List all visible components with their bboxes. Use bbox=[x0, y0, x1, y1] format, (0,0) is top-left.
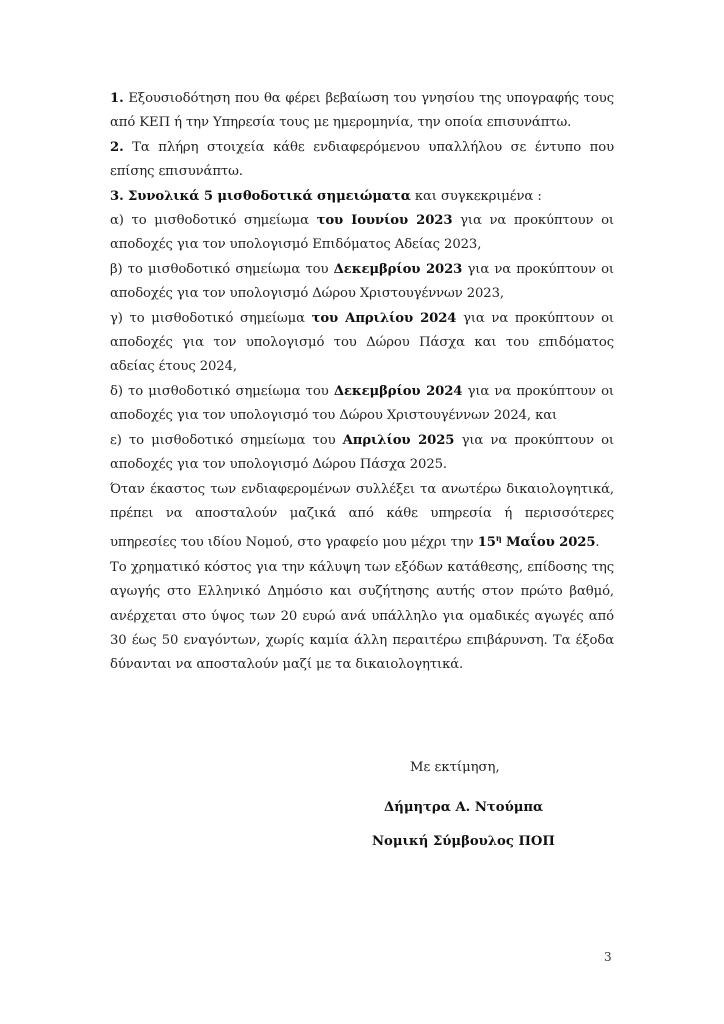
sub-item-c-post: για να προκύπτουν οι αποδοχές για τον υπολογισμό του Δώρου Πάσχα και του επιδόματος αδείας έτους 2024, bbox=[110, 310, 614, 375]
deadline-month-year: Μαΐου 2025 bbox=[501, 535, 596, 551]
item-1 bbox=[110, 87, 614, 136]
paragraph-deadline bbox=[110, 478, 614, 556]
item-3 bbox=[110, 185, 614, 209]
closing-salutation: Με εκτίμηση, bbox=[410, 760, 500, 775]
sub-item-e bbox=[110, 429, 614, 478]
item-1-number: 1. bbox=[110, 91, 124, 106]
sub-item-c bbox=[110, 307, 614, 380]
sub-item-c-bold: του Απριλίου 2024 bbox=[311, 310, 457, 326]
sub-item-b-bold: Δεκεμβρίου 2023 bbox=[333, 261, 463, 277]
item-2-number: 2. bbox=[110, 139, 124, 155]
sub-item-e-post: για να προκύπτουν οι αποδοχές για τον υπολογισμό Δώρου Πάσχα 2025. bbox=[110, 432, 614, 473]
signer-title: Νομική Σύμβουλος ΠΟΠ bbox=[372, 834, 555, 849]
sub-item-d-pre: δ) το μισθοδοτικό σημείωμα του bbox=[110, 383, 334, 399]
sub-item-e-pre: ε) το μισθοδοτικό σημείωμα του bbox=[110, 432, 343, 448]
sub-item-e-bold: Απριλίου 2025 bbox=[342, 432, 455, 448]
sub-item-d-bold: Δεκεμβρίου 2024 bbox=[333, 383, 463, 399]
item-1-text: Εξουσιοδότηση που θα φέρει βεβαίωση του γνησίου της υπογραφής τους από ΚΕΠ ή την Υπηρεσία τους με ημερομηνία, την οποία επισυνάπτω. bbox=[110, 91, 614, 131]
item-2-text: Τα πλήρη στοιχεία κάθε ενδιαφερόμενου υπαλλήλου σε έντυπο που επίσης επισυνάπτω. bbox=[110, 139, 614, 180]
item-2 bbox=[110, 136, 614, 185]
sub-item-a bbox=[110, 209, 614, 258]
paragraph-cost: Το χρηματικό κόστος για την κάλυψη των εξόδων κατάθεσης, επίδοσης της αγωγής στο Ελληνικό Δημόσιο και συζήτησης αυτής στον πρώτο βαθμό, ανέρχεται στο ύψος των 20 ευρώ ανά υπάλληλο για ομαδικές αγωγές από 30 έως 50 εναγόντων, χωρίς καμία άλλη περαιτέρω επιβάρυνση. Τα έξοδα δύνανται να αποσταλούν μαζί με τα δικαιολογητικά. bbox=[110, 559, 614, 673]
deadline-day-suffix: η bbox=[495, 533, 502, 544]
sub-item-b-pre: β) το μισθοδοτικό σημείωμα του bbox=[110, 261, 334, 277]
sub-item-a-bold: του Ιουνίου 2023 bbox=[316, 213, 453, 229]
sub-item-a-pre: α) το μισθοδοτικό σημείωμα bbox=[110, 213, 317, 229]
page-number: 3 bbox=[604, 950, 612, 964]
sub-item-b-post: για να προκύπτουν οι αποδοχές για τον υπολογισμό Δώρου Χριστουγέννων 2023, bbox=[110, 261, 615, 302]
sub-item-a-post: για να προκύπτουν οι αποδοχές για τον υπολογισμό Επιδόματος Αδείας 2023, bbox=[110, 213, 614, 253]
sub-item-c-pre: γ) το μισθοδοτικό σημείωμα bbox=[110, 310, 312, 326]
deadline-day: 15 bbox=[477, 535, 496, 551]
paragraph-deadline-end: . bbox=[595, 535, 600, 551]
document-body bbox=[110, 87, 614, 678]
item-3-text: και συγκεκριμένα : bbox=[410, 188, 542, 204]
signer-name: Δήμητρα Α. Ντούμπα bbox=[384, 800, 544, 815]
sub-item-d-post: για να προκύπτουν οι αποδοχές για τον υπολογισμό του Δώρου Χριστουγέννων 2024, και bbox=[110, 383, 615, 424]
paragraph-deadline-text: Όταν έκαστος των ενδιαφερομένων συλλέξει τα ανωτέρω δικαιολογητικά, πρέπει να αποσταλούν μαζικά από κάθε υπηρεσία ή περισσότερες υπηρεσίες του ιδίου Νομού, στο γραφείο μου μέχρι την bbox=[110, 481, 614, 551]
sub-item-d bbox=[110, 380, 614, 429]
deadline-date bbox=[478, 535, 596, 550]
sub-item-b bbox=[110, 258, 614, 307]
item-3-heading: 3. Συνολικά 5 μισθοδοτικά σημειώματα bbox=[110, 188, 411, 204]
